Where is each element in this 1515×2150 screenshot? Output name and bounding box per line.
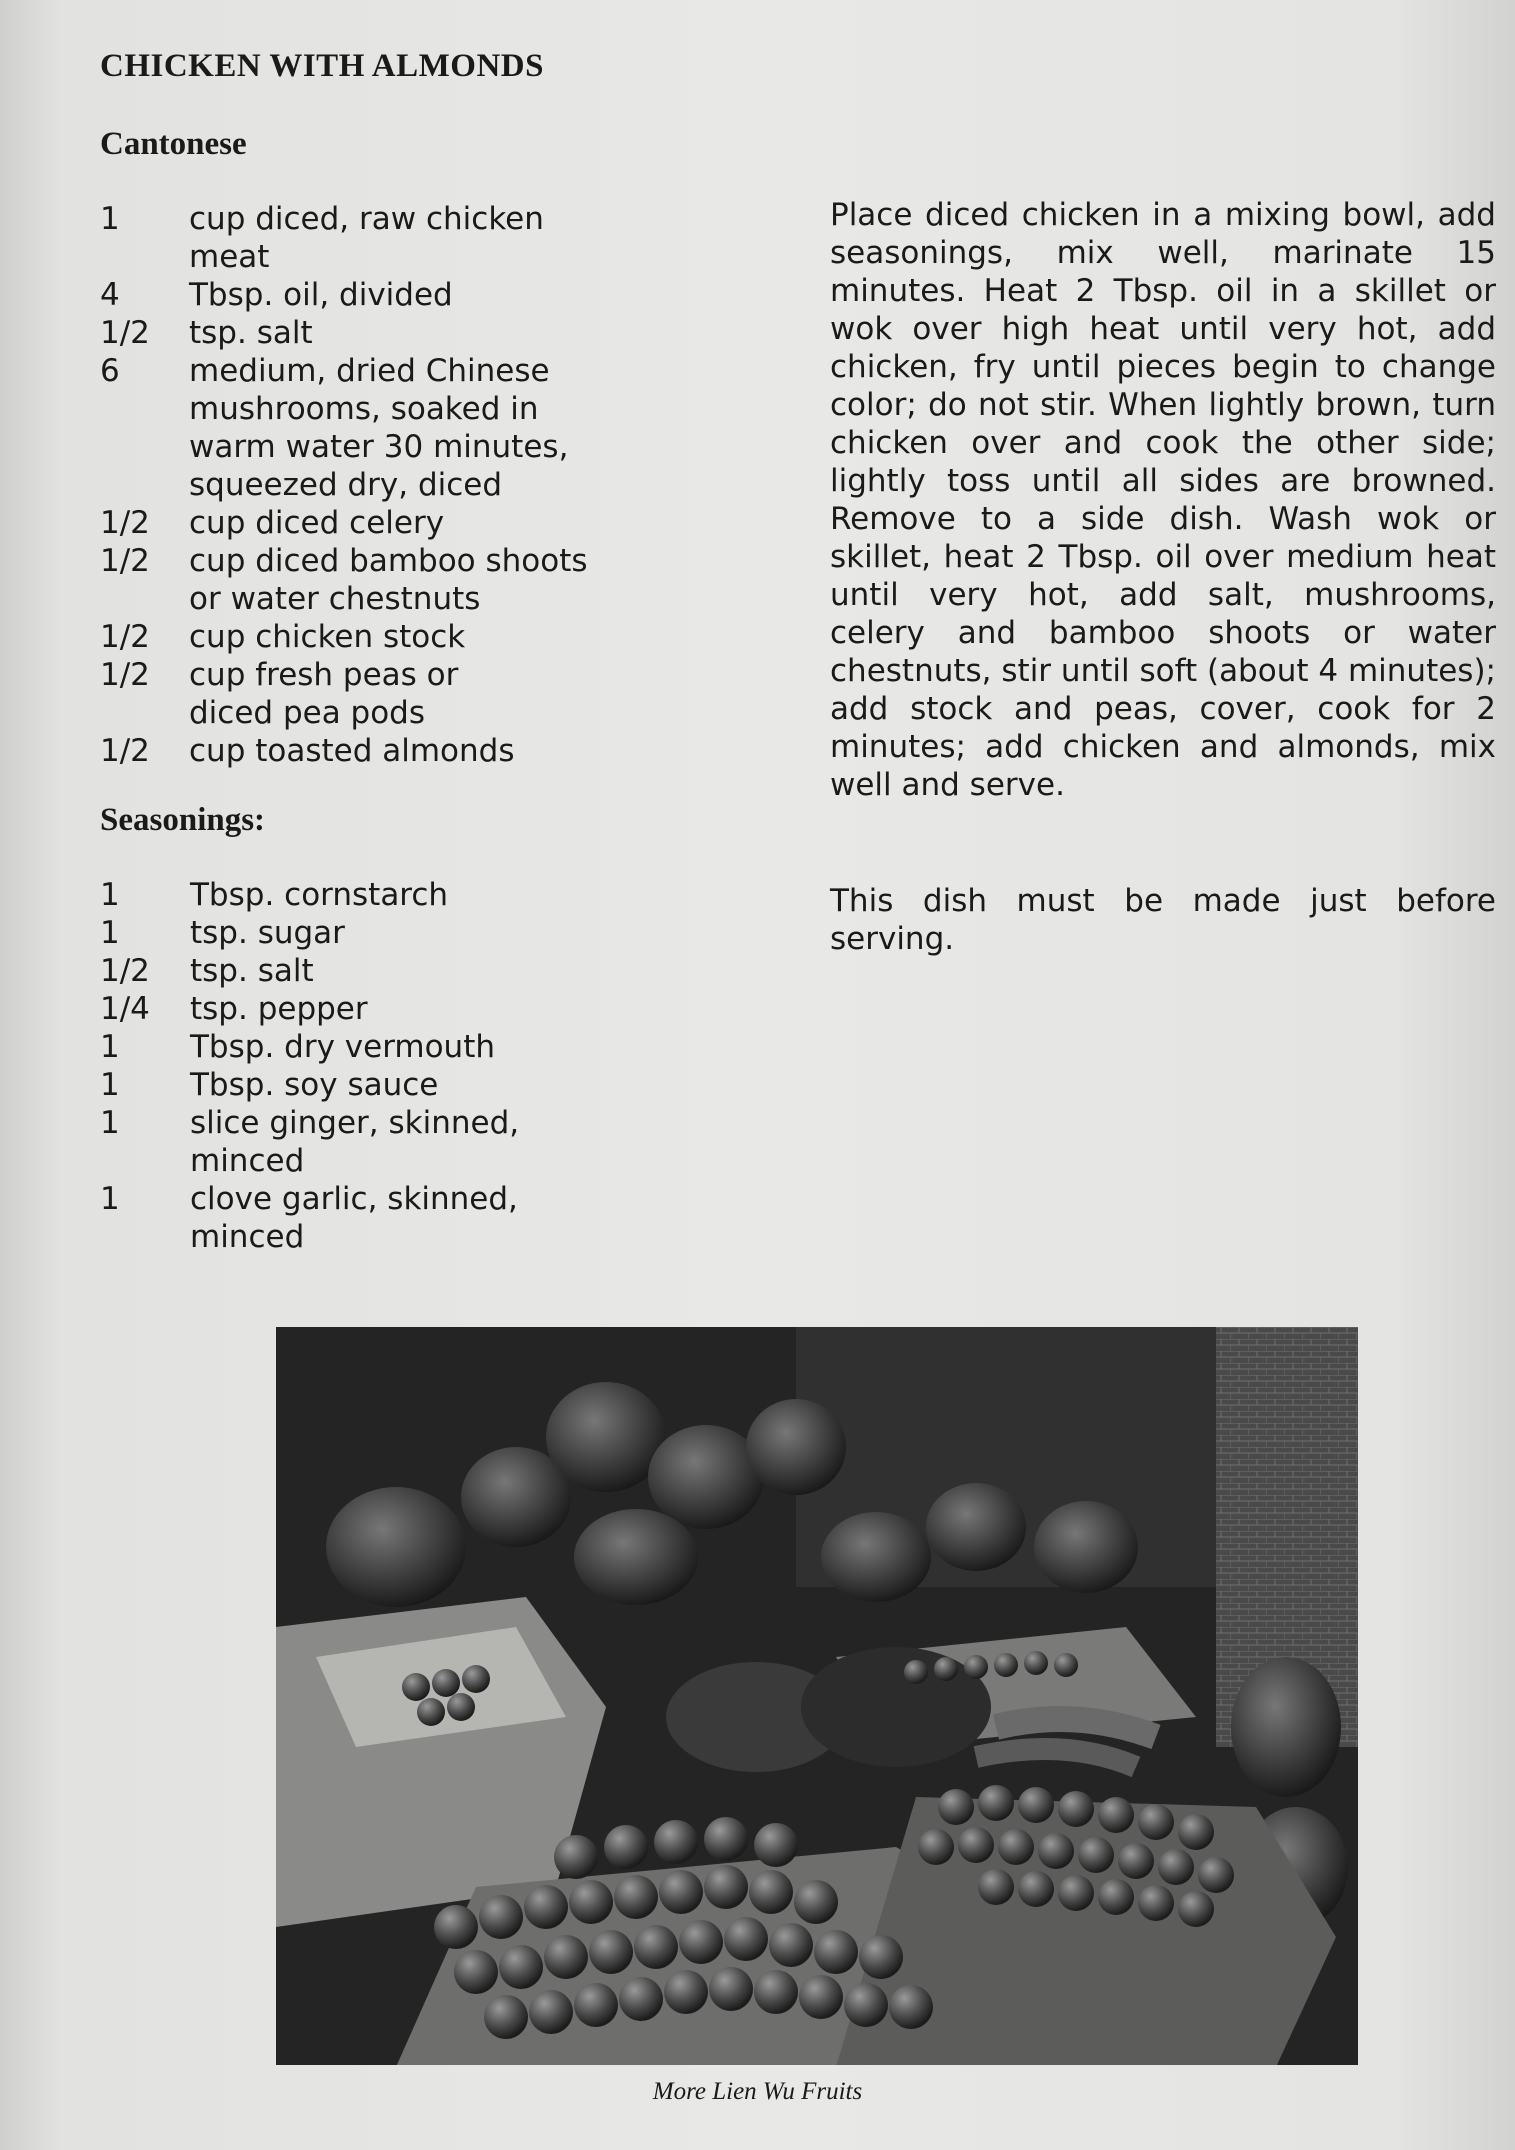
serving-note: This dish must be made just before serving. [830, 883, 1496, 957]
list-item [100, 1104, 820, 1142]
item-text: or water chestnuts [189, 581, 481, 617]
list-item [100, 990, 820, 1028]
quantity: 1/2 [100, 315, 150, 351]
list-item [100, 352, 820, 390]
item-text: Tbsp. oil, divided [189, 277, 453, 313]
list-item [100, 1142, 820, 1180]
quantity: 1/2 [100, 505, 150, 541]
quantity [100, 694, 189, 732]
item-text: squeezed dry, diced [189, 467, 503, 503]
item-text: slice ginger, skinned, [190, 1105, 520, 1141]
quantity [100, 238, 189, 276]
item-text: minced [190, 1219, 305, 1255]
quantity: 1 [100, 1067, 120, 1103]
quantity: 1/2 [100, 733, 150, 769]
quantity: 1 [100, 1029, 120, 1065]
photo-illustration [276, 1327, 1358, 2065]
list-item [100, 314, 820, 352]
item-text: Tbsp. soy sauce [190, 1067, 439, 1103]
quantity: 1 [100, 877, 120, 913]
method-paragraph: Place diced chicken in a mixing bowl, add seasonings, mix well, marinate 15 minutes. Heat 2 Tbsp. oil in a skillet or wok over high heat until very hot, add chicken, fry until pieces begin to change color; do not stir. When lightly brown, turn chicken over and cook the other side; lightly toss until all sides are browned. Remove to a side dish. Wash wok or skillet, heat 2 Tbsp. oil over medium heat until very hot, add salt, mushrooms, celery and bamboo shoots or water chestnuts, stir until soft (about 4 minutes); add stock and peas, cover, cook for 2 minutes; add chicken and almonds, mix well and serve. [830, 197, 1496, 803]
list-item [100, 914, 820, 952]
list-item [100, 390, 820, 428]
item-text: tsp. sugar [190, 915, 345, 951]
ingredient-list [100, 200, 820, 770]
quantity [100, 1142, 190, 1180]
quantity: 1/4 [100, 991, 150, 1027]
item-text: cup toasted almonds [189, 733, 515, 769]
list-item [100, 1218, 820, 1256]
recipe-title: CHICKEN WITH ALMONDS [100, 48, 544, 84]
list-item [100, 1180, 820, 1218]
quantity [100, 428, 189, 466]
list-item [100, 732, 820, 770]
quantity [100, 390, 189, 428]
list-item [100, 618, 820, 656]
recipe-style: Cantonese [100, 126, 247, 162]
item-text: cup diced, raw chicken [189, 201, 544, 237]
list-item [100, 1066, 820, 1104]
quantity: 1/2 [100, 657, 150, 693]
item-text: warm water 30 minutes, [189, 429, 569, 465]
item-text: meat [189, 239, 270, 275]
list-item [100, 952, 820, 990]
quantity: 1/2 [100, 543, 150, 579]
list-item [100, 276, 820, 314]
list-item [100, 580, 820, 618]
item-text: diced pea pods [189, 695, 426, 731]
seasoning-list [100, 876, 820, 1256]
list-item [100, 1028, 820, 1066]
item-text: tsp. salt [189, 315, 313, 351]
quantity: 1 [100, 1181, 120, 1217]
item-text: minced [190, 1143, 305, 1179]
quantity: 1/2 [100, 619, 150, 655]
item-text: tsp. pepper [190, 991, 368, 1027]
quantity: 1 [100, 201, 120, 237]
item-text: clove garlic, skinned, [190, 1181, 518, 1217]
quantity: 4 [100, 277, 120, 313]
quantity [100, 580, 189, 618]
list-item [100, 504, 820, 542]
quantity: 1 [100, 915, 120, 951]
list-item [100, 238, 820, 276]
quantity [100, 466, 189, 504]
list-item [100, 466, 820, 504]
list-item [100, 656, 820, 694]
item-text: Tbsp. cornstarch [190, 877, 449, 913]
quantity: 6 [100, 353, 120, 389]
item-text: cup diced bamboo shoots [189, 543, 588, 579]
item-text: cup fresh peas or [189, 657, 459, 693]
seasonings-heading: Seasonings: [100, 802, 266, 838]
list-item [100, 876, 820, 914]
list-item [100, 542, 820, 580]
item-text: medium, dried Chinese [189, 353, 550, 389]
list-item [100, 694, 820, 732]
list-item [100, 200, 820, 238]
item-text: tsp. salt [190, 953, 314, 989]
quantity [100, 1218, 190, 1256]
photo-caption: More Lien Wu Fruits [652, 2078, 863, 2105]
quantity: 1 [100, 1105, 120, 1141]
item-text: cup chicken stock [189, 619, 466, 655]
item-text: cup diced celery [189, 505, 445, 541]
item-text: Tbsp. dry vermouth [190, 1029, 496, 1065]
item-text: mushrooms, soaked in [189, 391, 539, 427]
market-fruits-photo [276, 1327, 1358, 2065]
quantity: 1/2 [100, 953, 150, 989]
list-item [100, 428, 820, 466]
